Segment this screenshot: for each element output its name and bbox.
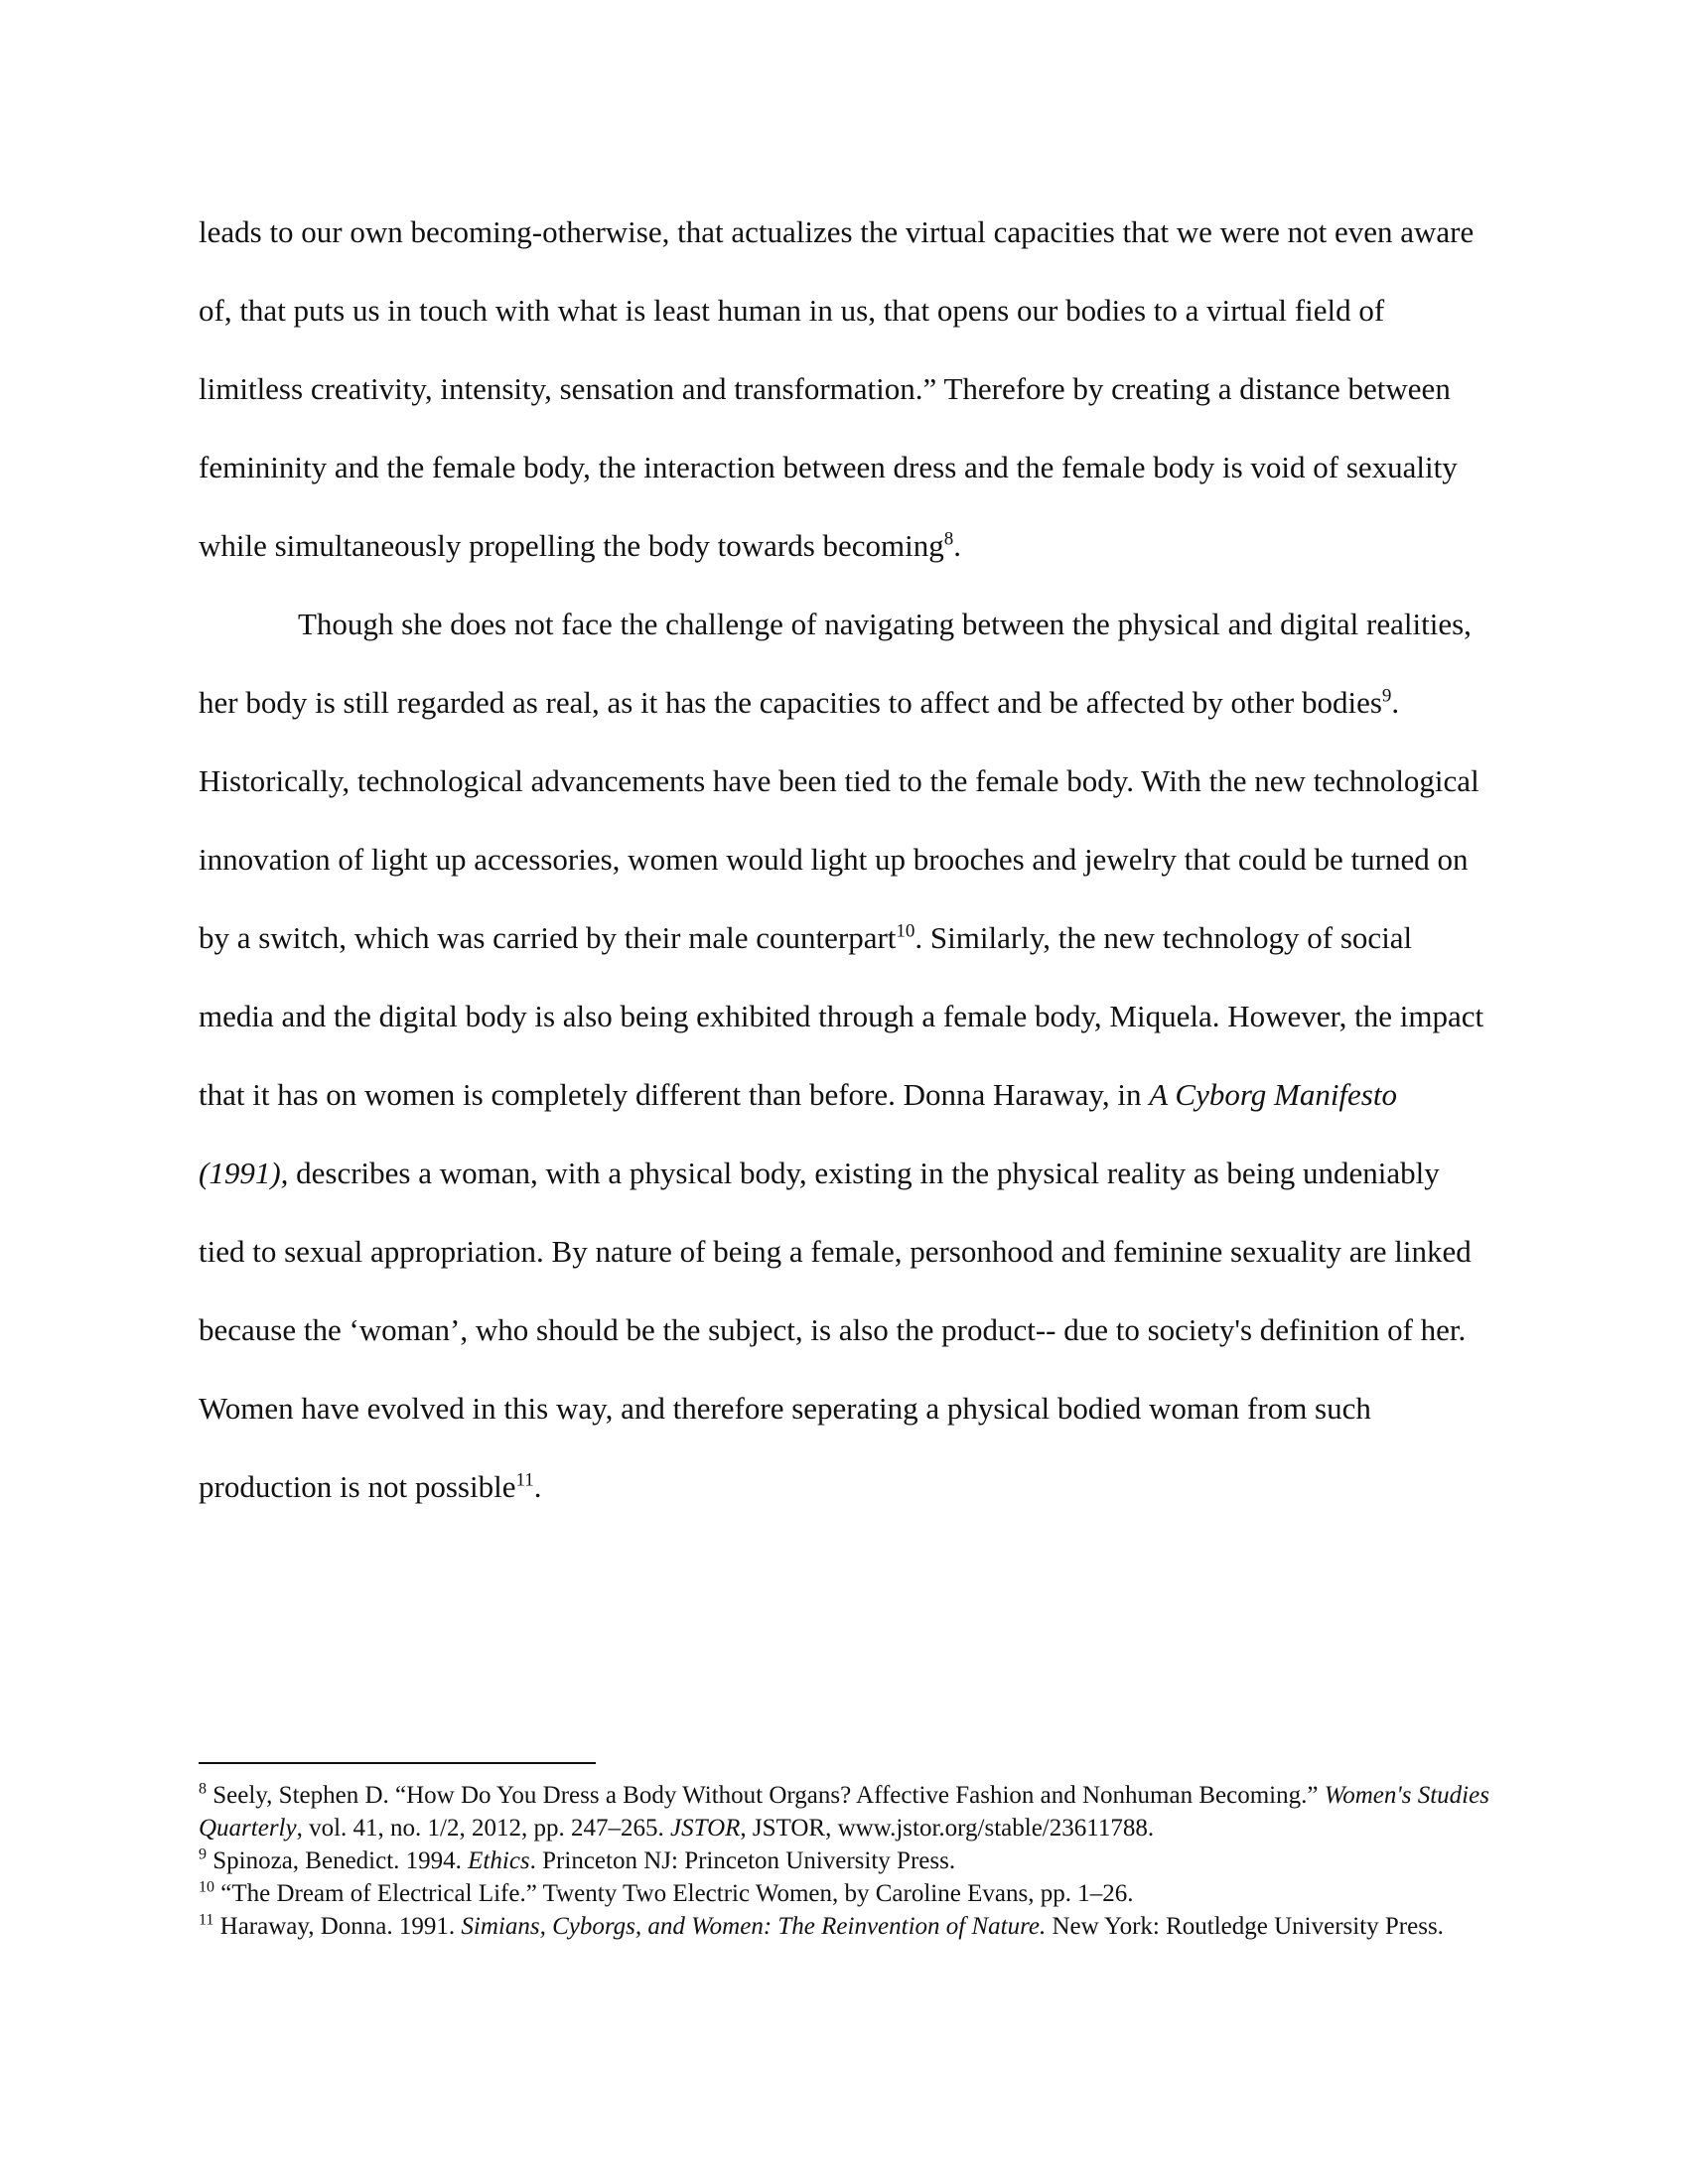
paragraph-1-end: .	[953, 528, 962, 563]
footnote-8-text-c: , JSTOR, www.jstor.org/stable/23611788.	[740, 1815, 1155, 1842]
footnote-8-number: 8	[199, 1780, 207, 1798]
paragraph-2-seg2: . Historically, technological advancements have been tied to the female body. With the new technological innovation of light up accessories, women would light up brooches and jewelry that could be turned on by a switch, which was carried by their male counterpart	[199, 685, 1479, 955]
footnote-11-title: Simians, Cyborgs, and Women: The Reinvention of Nature.	[461, 1913, 1047, 1940]
footnote-10-number: 10	[199, 1878, 214, 1896]
footnote-11-number: 11	[199, 1911, 214, 1929]
footnote-8-journal: Women's Studies Quarterly	[199, 1782, 1489, 1842]
paragraph-2-seg4: describes a woman, with a physical body, existing in the physical reality as being undeniably tied to sexual appropriation. By nature of being a female, personhood and feminine sexuality are linked because the ‘woman’, who should be the subject, is also the product-- due to society's definition of her. Women have evolved in this way, and therefore seperating a physical bodied woman from such production is not possible	[199, 1156, 1472, 1504]
footnote-9-text-a: Spinoza, Benedict. 1994.	[207, 1847, 469, 1874]
footnote-ref-8[interactable]: 8	[943, 528, 954, 550]
footnote-8-text-a: Seely, Stephen D. “How Do You Dress a Body Without Organs? Affective Fashion and Nonhuman Becoming.”	[207, 1782, 1325, 1809]
paragraph-2	[199, 585, 1489, 1526]
footnote-11-text-b: New York: Routledge University Press.	[1046, 1913, 1444, 1940]
paragraph-2-seg1: Though she does not face the challenge of navigating between the physical and digital realities, her body is still regarded as real, as it has the capacities to affect and be affected by other bodies	[199, 607, 1472, 720]
paragraph-2-seg3: . Similarly, the new technology of social media and the digital body is also being exhibited through a female body, Miquela. However, the impact that it has on women is completely different than before. Donna Haraway, in	[199, 920, 1484, 1112]
book-title: A Cyborg Manifesto (1991),	[199, 1077, 1397, 1190]
footnote-10	[199, 1877, 1489, 1910]
footnote-8	[199, 1779, 1489, 1844]
footnote-9-number: 9	[199, 1845, 207, 1863]
paragraph-2-end: .	[533, 1469, 542, 1504]
footnotes	[199, 1779, 1489, 1943]
footnote-9	[199, 1844, 1489, 1877]
paragraph-1-text: leads to our own becoming-otherwise, that actualizes the virtual capacities that we were not even aware of, that puts us in touch with what is least human in us, that opens our bodies to a virtual field of limitless creativity, intensity, sensation and transformation.” Therefore by creating a distance between femininity and the female body, the interaction between dress and the female body is void of sexuality while simultaneously propelling the body towards becoming	[199, 214, 1475, 563]
footnote-11-text-a: Haraway, Donna. 1991.	[213, 1913, 462, 1940]
footnote-11	[199, 1910, 1489, 1943]
footnote-ref-11[interactable]: 11	[515, 1469, 534, 1491]
footnote-ref-10[interactable]: 10	[896, 920, 915, 942]
footnote-ref-9[interactable]: 9	[1381, 685, 1392, 707]
footnote-separator	[199, 1762, 596, 1764]
paragraph-1	[199, 193, 1489, 585]
footnote-9-title: Ethics	[468, 1847, 530, 1874]
footnote-9-text-b: . Princeton NJ: Princeton University Press.	[529, 1847, 956, 1874]
body-text	[199, 193, 1489, 1526]
footnote-8-database: JSTOR	[670, 1815, 741, 1842]
footnote-8-text-b: , vol. 41, no. 1/2, 2012, pp. 247–265.	[296, 1815, 671, 1842]
footnote-10-text-a: “The Dream of Electrical Life.” Twenty Two Electric Women, by Caroline Evans, pp. 1–26.	[214, 1880, 1134, 1907]
